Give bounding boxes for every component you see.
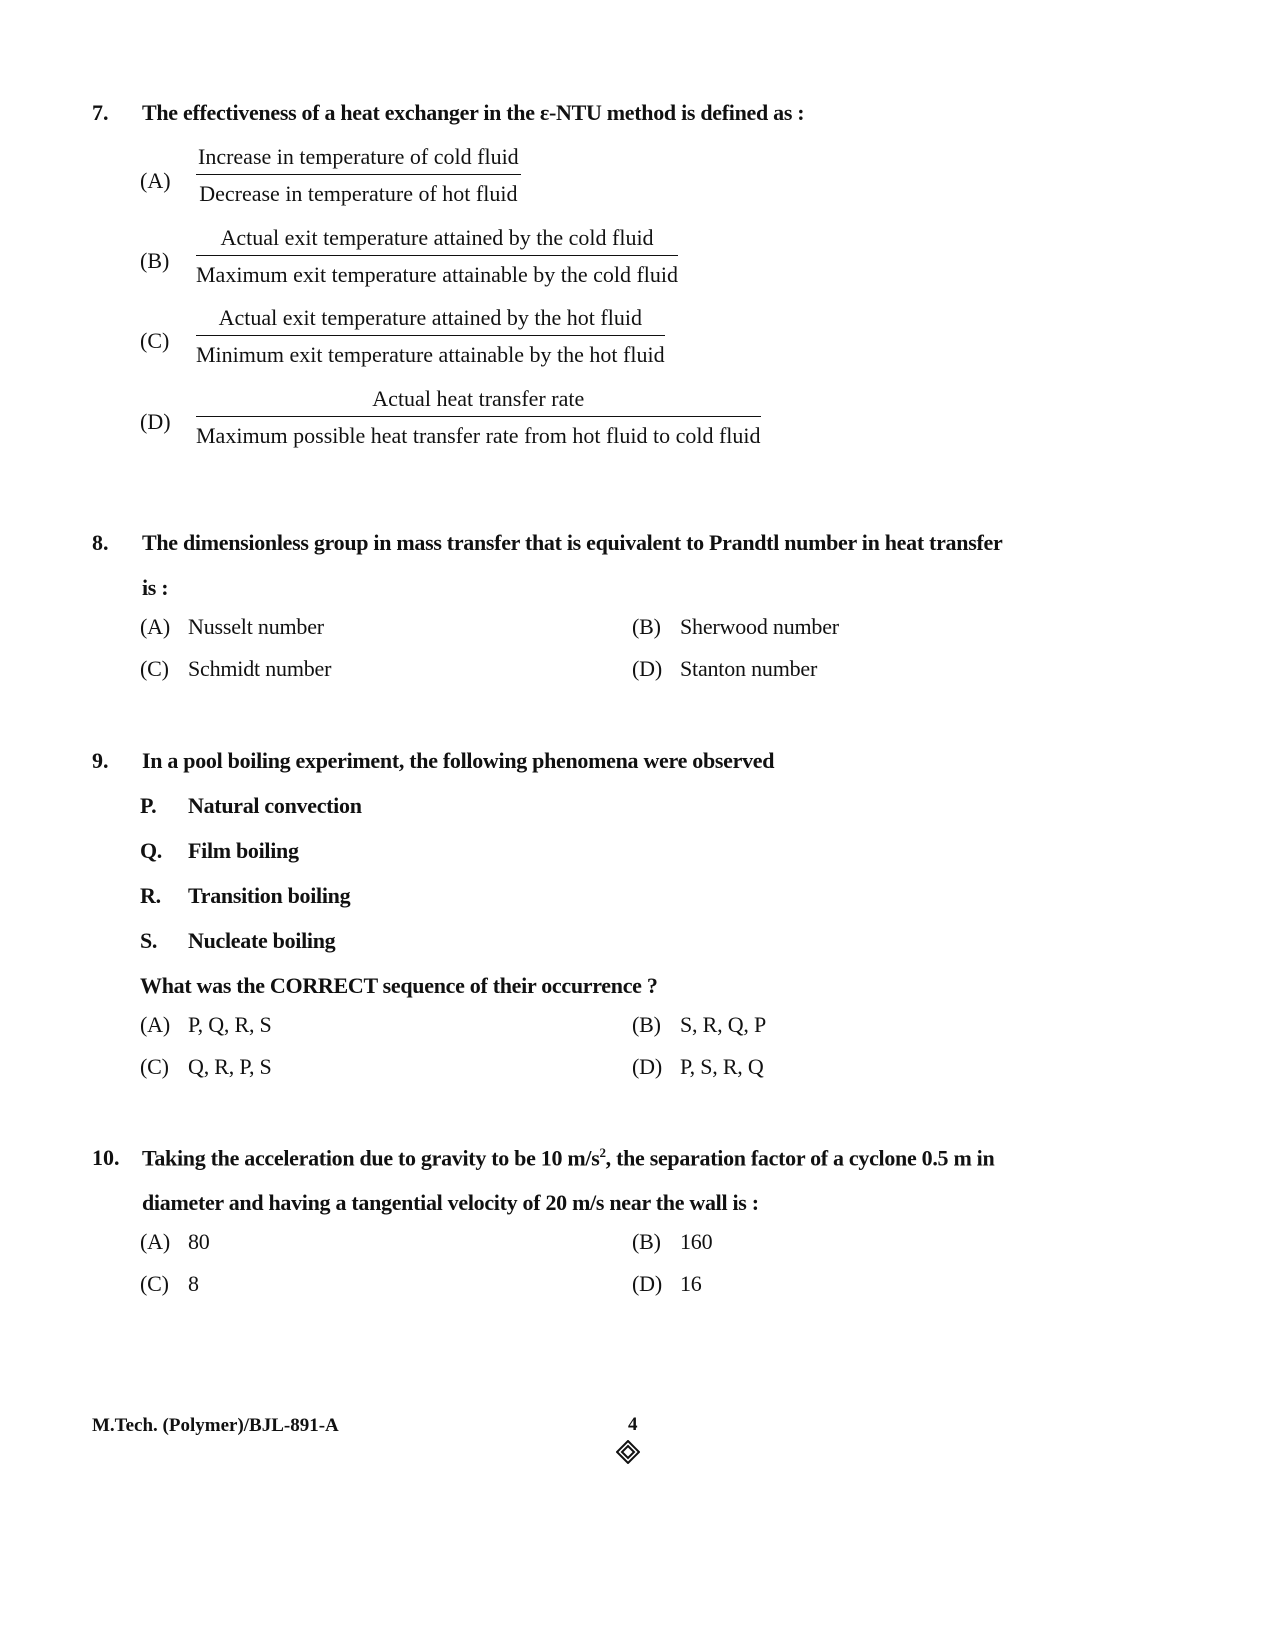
option-text: S, R, Q, P (680, 1012, 767, 1037)
page-number: 4 (628, 1414, 638, 1435)
item-text: Transition boiling (188, 883, 351, 908)
question-prompt: What was the CORRECT sequence of their occurrence ? (140, 973, 658, 998)
fraction-denominator: Maximum exit temperature attainable by the cold fluid (196, 262, 679, 287)
item-label: R. (140, 883, 161, 908)
option-label: (D) (632, 1271, 662, 1296)
fraction-denominator: Minimum exit temperature attainable by the hot fluid (196, 342, 665, 367)
option-text: P, S, R, Q (680, 1054, 764, 1079)
fraction-denominator: Decrease in temperature of hot fluid (199, 181, 518, 206)
option-label: (C) (140, 656, 169, 681)
option-b (632, 1229, 712, 1255)
option-label: (C) (140, 1271, 169, 1296)
option-d (632, 656, 817, 682)
option-c-fraction (196, 305, 665, 368)
question-text: In a pool boiling experiment, the following phenomena were observed (142, 748, 775, 773)
question-text-line-1: The dimensionless group in mass transfer that is equivalent to Prandtl number in heat transfer (142, 530, 1003, 555)
superscript: 2 (599, 1145, 606, 1160)
fraction-numerator: Actual heat transfer rate (196, 386, 761, 417)
option-label: (B) (140, 248, 170, 273)
option-label: (D) (632, 656, 662, 681)
phenomenon-p (140, 793, 362, 819)
item-text: Nucleate boiling (188, 928, 336, 953)
option-c (140, 1054, 272, 1080)
text-segment: Taking the acceleration due to gravity to be 10 m/s (142, 1145, 600, 1171)
option-text: Nusselt number (188, 614, 324, 639)
option-label: (B) (632, 614, 661, 639)
option-text: 16 (680, 1271, 702, 1296)
phenomenon-q (140, 838, 299, 864)
item-label: P. (140, 793, 157, 818)
fraction-denominator: Maximum possible heat transfer rate from hot fluid to cold fluid (196, 423, 761, 448)
option-text: Q, R, P, S (188, 1054, 272, 1079)
diamond-icon (616, 1440, 640, 1464)
option-b (632, 1012, 766, 1038)
question-number: 10. (92, 1145, 120, 1170)
option-label: (C) (140, 328, 170, 353)
question-number: 9. (92, 748, 109, 773)
fraction-numerator: Increase in temperature of cold fluid (196, 144, 521, 175)
paper-code: M.Tech. (Polymer)/BJL-891-A (92, 1415, 339, 1436)
option-c (140, 656, 331, 682)
option-text: Schmidt number (188, 656, 332, 681)
item-label: Q. (140, 838, 163, 863)
question-text-line-1 (142, 1145, 1192, 1171)
question-text: The effectiveness of a heat exchanger in the ε-NTU method is defined as : (142, 100, 805, 125)
option-d (632, 1271, 702, 1297)
option-label: (A) (140, 168, 171, 193)
option-label: (A) (140, 614, 170, 639)
option-d (632, 1054, 764, 1080)
option-label: (D) (632, 1054, 662, 1079)
option-a-fraction (196, 144, 521, 207)
question-text-line-2: diameter and having a tangential velocity of 20 m/s near the wall is : (142, 1190, 759, 1215)
option-text: 160 (680, 1229, 713, 1254)
option-label: (B) (632, 1012, 661, 1037)
fraction-numerator: Actual exit temperature attained by the cold fluid (196, 225, 678, 256)
option-text: Sherwood number (680, 614, 839, 639)
option-a (140, 1012, 272, 1038)
option-label: (A) (140, 1229, 170, 1254)
option-b-fraction (196, 225, 678, 288)
option-label: (C) (140, 1054, 169, 1079)
item-label: S. (140, 928, 158, 953)
fraction-numerator: Actual exit temperature attained by the hot fluid (196, 305, 665, 336)
option-b (632, 614, 839, 640)
option-text: 80 (188, 1229, 210, 1254)
option-d-fraction (196, 386, 761, 449)
question-number: 7. (92, 100, 109, 125)
question-number: 8. (92, 530, 109, 555)
item-text: Natural convection (188, 793, 362, 818)
phenomenon-s (140, 928, 335, 954)
option-label: (A) (140, 1012, 170, 1037)
option-label: (D) (140, 409, 171, 434)
option-text: 8 (188, 1271, 199, 1296)
item-text: Film boiling (188, 838, 299, 863)
option-c (140, 1271, 199, 1297)
option-a (140, 614, 324, 640)
option-a (140, 1229, 210, 1255)
text-segment: , the separation factor of a cyclone 0.5 m in (605, 1145, 995, 1171)
option-text: Stanton number (680, 656, 818, 681)
option-label: (B) (632, 1229, 661, 1254)
question-text-line-2: is : (142, 575, 169, 600)
option-text: P, Q, R, S (188, 1012, 272, 1037)
phenomenon-r (140, 883, 350, 909)
